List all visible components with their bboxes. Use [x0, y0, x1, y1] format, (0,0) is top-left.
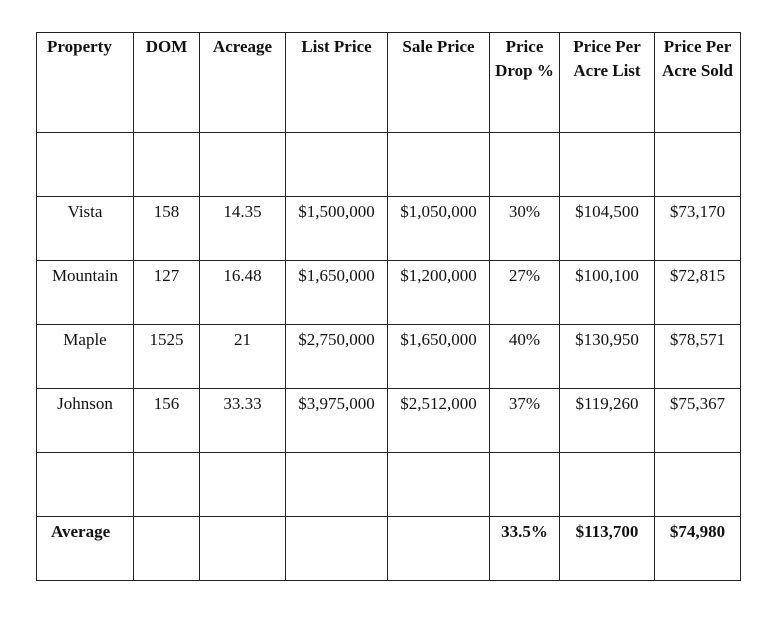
cell-price-per-acre-list: $130,950 — [560, 325, 655, 389]
cell-property: Maple — [37, 325, 134, 389]
header-price-per-acre-sold: Price Per Acre Sold — [655, 33, 741, 133]
average-price-drop: 33.5% — [490, 517, 560, 581]
cell-acreage: 21 — [200, 325, 286, 389]
cell-dom — [134, 453, 200, 517]
cell-price-per-acre-list: $100,100 — [560, 261, 655, 325]
cell-list-price: $3,975,000 — [286, 389, 388, 453]
cell-sale-price: $1,050,000 — [388, 197, 490, 261]
average-label: Average — [37, 517, 134, 581]
table-row — [37, 325, 741, 389]
cell-list-price: $1,650,000 — [286, 261, 388, 325]
cell-price-per-acre-sold: $73,170 — [655, 197, 741, 261]
cell-sale-price — [388, 133, 490, 197]
cell-price-per-acre-sold — [655, 453, 741, 517]
table-row — [37, 133, 741, 197]
table-row — [37, 453, 741, 517]
cell-acreage — [200, 453, 286, 517]
cell-acreage — [200, 133, 286, 197]
table-row — [37, 197, 741, 261]
cell-acreage: 33.33 — [200, 389, 286, 453]
cell-price-drop — [490, 453, 560, 517]
header-dom: DOM — [134, 33, 200, 133]
cell-list-price — [286, 453, 388, 517]
cell-acreage: 16.48 — [200, 261, 286, 325]
cell-price-per-acre-list — [560, 453, 655, 517]
cell-price-per-acre-sold: $75,367 — [655, 389, 741, 453]
table-header-row — [37, 33, 741, 133]
average-price-per-acre-sold: $74,980 — [655, 517, 741, 581]
cell-price-drop: 27% — [490, 261, 560, 325]
cell-sale-price: $2,512,000 — [388, 389, 490, 453]
cell-price-per-acre-list: $104,500 — [560, 197, 655, 261]
cell-price-drop — [490, 133, 560, 197]
header-sale-price: Sale Price — [388, 33, 490, 133]
cell-list-price — [286, 133, 388, 197]
cell-sale-price: $1,200,000 — [388, 261, 490, 325]
average-dom — [134, 517, 200, 581]
cell-price-per-acre-list: $119,260 — [560, 389, 655, 453]
property-comparison-table — [36, 32, 741, 581]
cell-price-per-acre-sold: $72,815 — [655, 261, 741, 325]
header-property: Property — [37, 33, 134, 133]
header-list-price: List Price — [286, 33, 388, 133]
cell-price-drop: 40% — [490, 325, 560, 389]
cell-price-drop: 30% — [490, 197, 560, 261]
header-price-drop: Price Drop % — [490, 33, 560, 133]
table-row — [37, 261, 741, 325]
cell-price-per-acre-sold — [655, 133, 741, 197]
cell-dom: 156 — [134, 389, 200, 453]
cell-list-price: $2,750,000 — [286, 325, 388, 389]
cell-property — [37, 453, 134, 517]
cell-acreage: 14.35 — [200, 197, 286, 261]
cell-sale-price — [388, 453, 490, 517]
cell-property: Vista — [37, 197, 134, 261]
average-acreage — [200, 517, 286, 581]
table-row — [37, 389, 741, 453]
cell-list-price: $1,500,000 — [286, 197, 388, 261]
header-acreage: Acreage — [200, 33, 286, 133]
cell-price-per-acre-sold: $78,571 — [655, 325, 741, 389]
average-sale-price — [388, 517, 490, 581]
cell-price-drop: 37% — [490, 389, 560, 453]
cell-price-per-acre-list — [560, 133, 655, 197]
cell-dom: 127 — [134, 261, 200, 325]
header-price-per-acre-list: Price Per Acre List — [560, 33, 655, 133]
average-list-price — [286, 517, 388, 581]
cell-sale-price: $1,650,000 — [388, 325, 490, 389]
cell-property: Johnson — [37, 389, 134, 453]
cell-dom: 1525 — [134, 325, 200, 389]
cell-dom: 158 — [134, 197, 200, 261]
cell-property — [37, 133, 134, 197]
average-row — [37, 517, 741, 581]
average-price-per-acre-list: $113,700 — [560, 517, 655, 581]
cell-property: Mountain — [37, 261, 134, 325]
cell-dom — [134, 133, 200, 197]
